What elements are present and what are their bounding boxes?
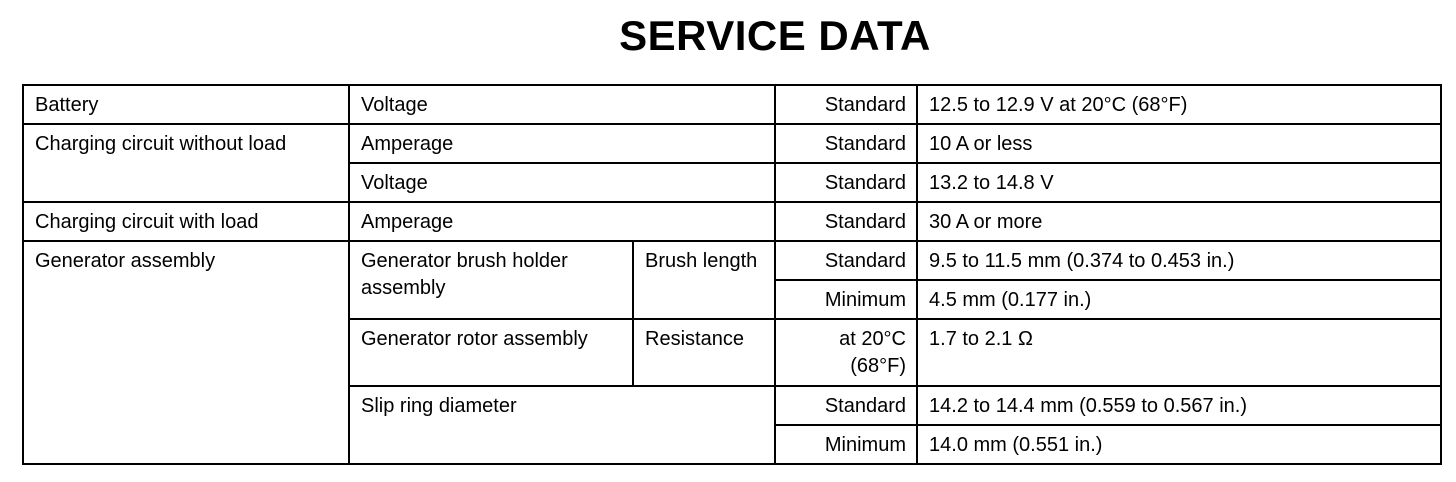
value-cell: 14.0 mm (0.551 in.)	[917, 425, 1441, 464]
condition-cell: Standard	[775, 163, 917, 202]
page-title: SERVICE DATA	[619, 12, 931, 59]
condition-cell: Standard	[775, 85, 917, 124]
service-data-table	[22, 84, 1442, 465]
component-cell: Slip ring diameter	[349, 386, 775, 464]
table-row	[23, 85, 1441, 124]
condition-cell: at 20°C (68°F)	[775, 319, 917, 386]
parameter-cell: Voltage	[349, 85, 775, 124]
value-cell: 14.2 to 14.4 mm (0.559 to 0.567 in.)	[917, 386, 1441, 425]
condition-cell: Standard	[775, 202, 917, 241]
item-cell: Charging circuit without load	[23, 124, 349, 202]
component-cell: Generator brush holder assembly	[349, 241, 633, 319]
value-cell: 9.5 to 11.5 mm (0.374 to 0.453 in.)	[917, 241, 1441, 280]
value-cell: 1.7 to 2.1 Ω	[917, 319, 1441, 386]
parameter-cell: Resistance	[633, 319, 775, 386]
condition-cell: Standard	[775, 241, 917, 280]
parameter-cell: Amperage	[349, 124, 775, 163]
parameter-cell: Amperage	[349, 202, 775, 241]
value-cell: 13.2 to 14.8 V	[917, 163, 1441, 202]
parameter-cell: Voltage	[349, 163, 775, 202]
condition-cell: Standard	[775, 386, 917, 425]
item-cell: Charging circuit with load	[23, 202, 349, 241]
component-cell: Generator rotor assembly	[349, 319, 633, 386]
table-row	[23, 202, 1441, 241]
value-cell: 12.5 to 12.9 V at 20°C (68°F)	[917, 85, 1441, 124]
item-cell: Battery	[23, 85, 349, 124]
item-cell: Generator assembly	[23, 241, 349, 464]
value-cell: 4.5 mm (0.177 in.)	[917, 280, 1441, 319]
condition-cell: Minimum	[775, 280, 917, 319]
table-row	[23, 124, 1441, 163]
condition-cell: Minimum	[775, 425, 917, 464]
value-cell: 30 A or more	[917, 202, 1441, 241]
table-row	[23, 241, 1441, 280]
value-cell: 10 A or less	[917, 124, 1441, 163]
parameter-cell: Brush length	[633, 241, 775, 319]
condition-cell: Standard	[775, 124, 917, 163]
